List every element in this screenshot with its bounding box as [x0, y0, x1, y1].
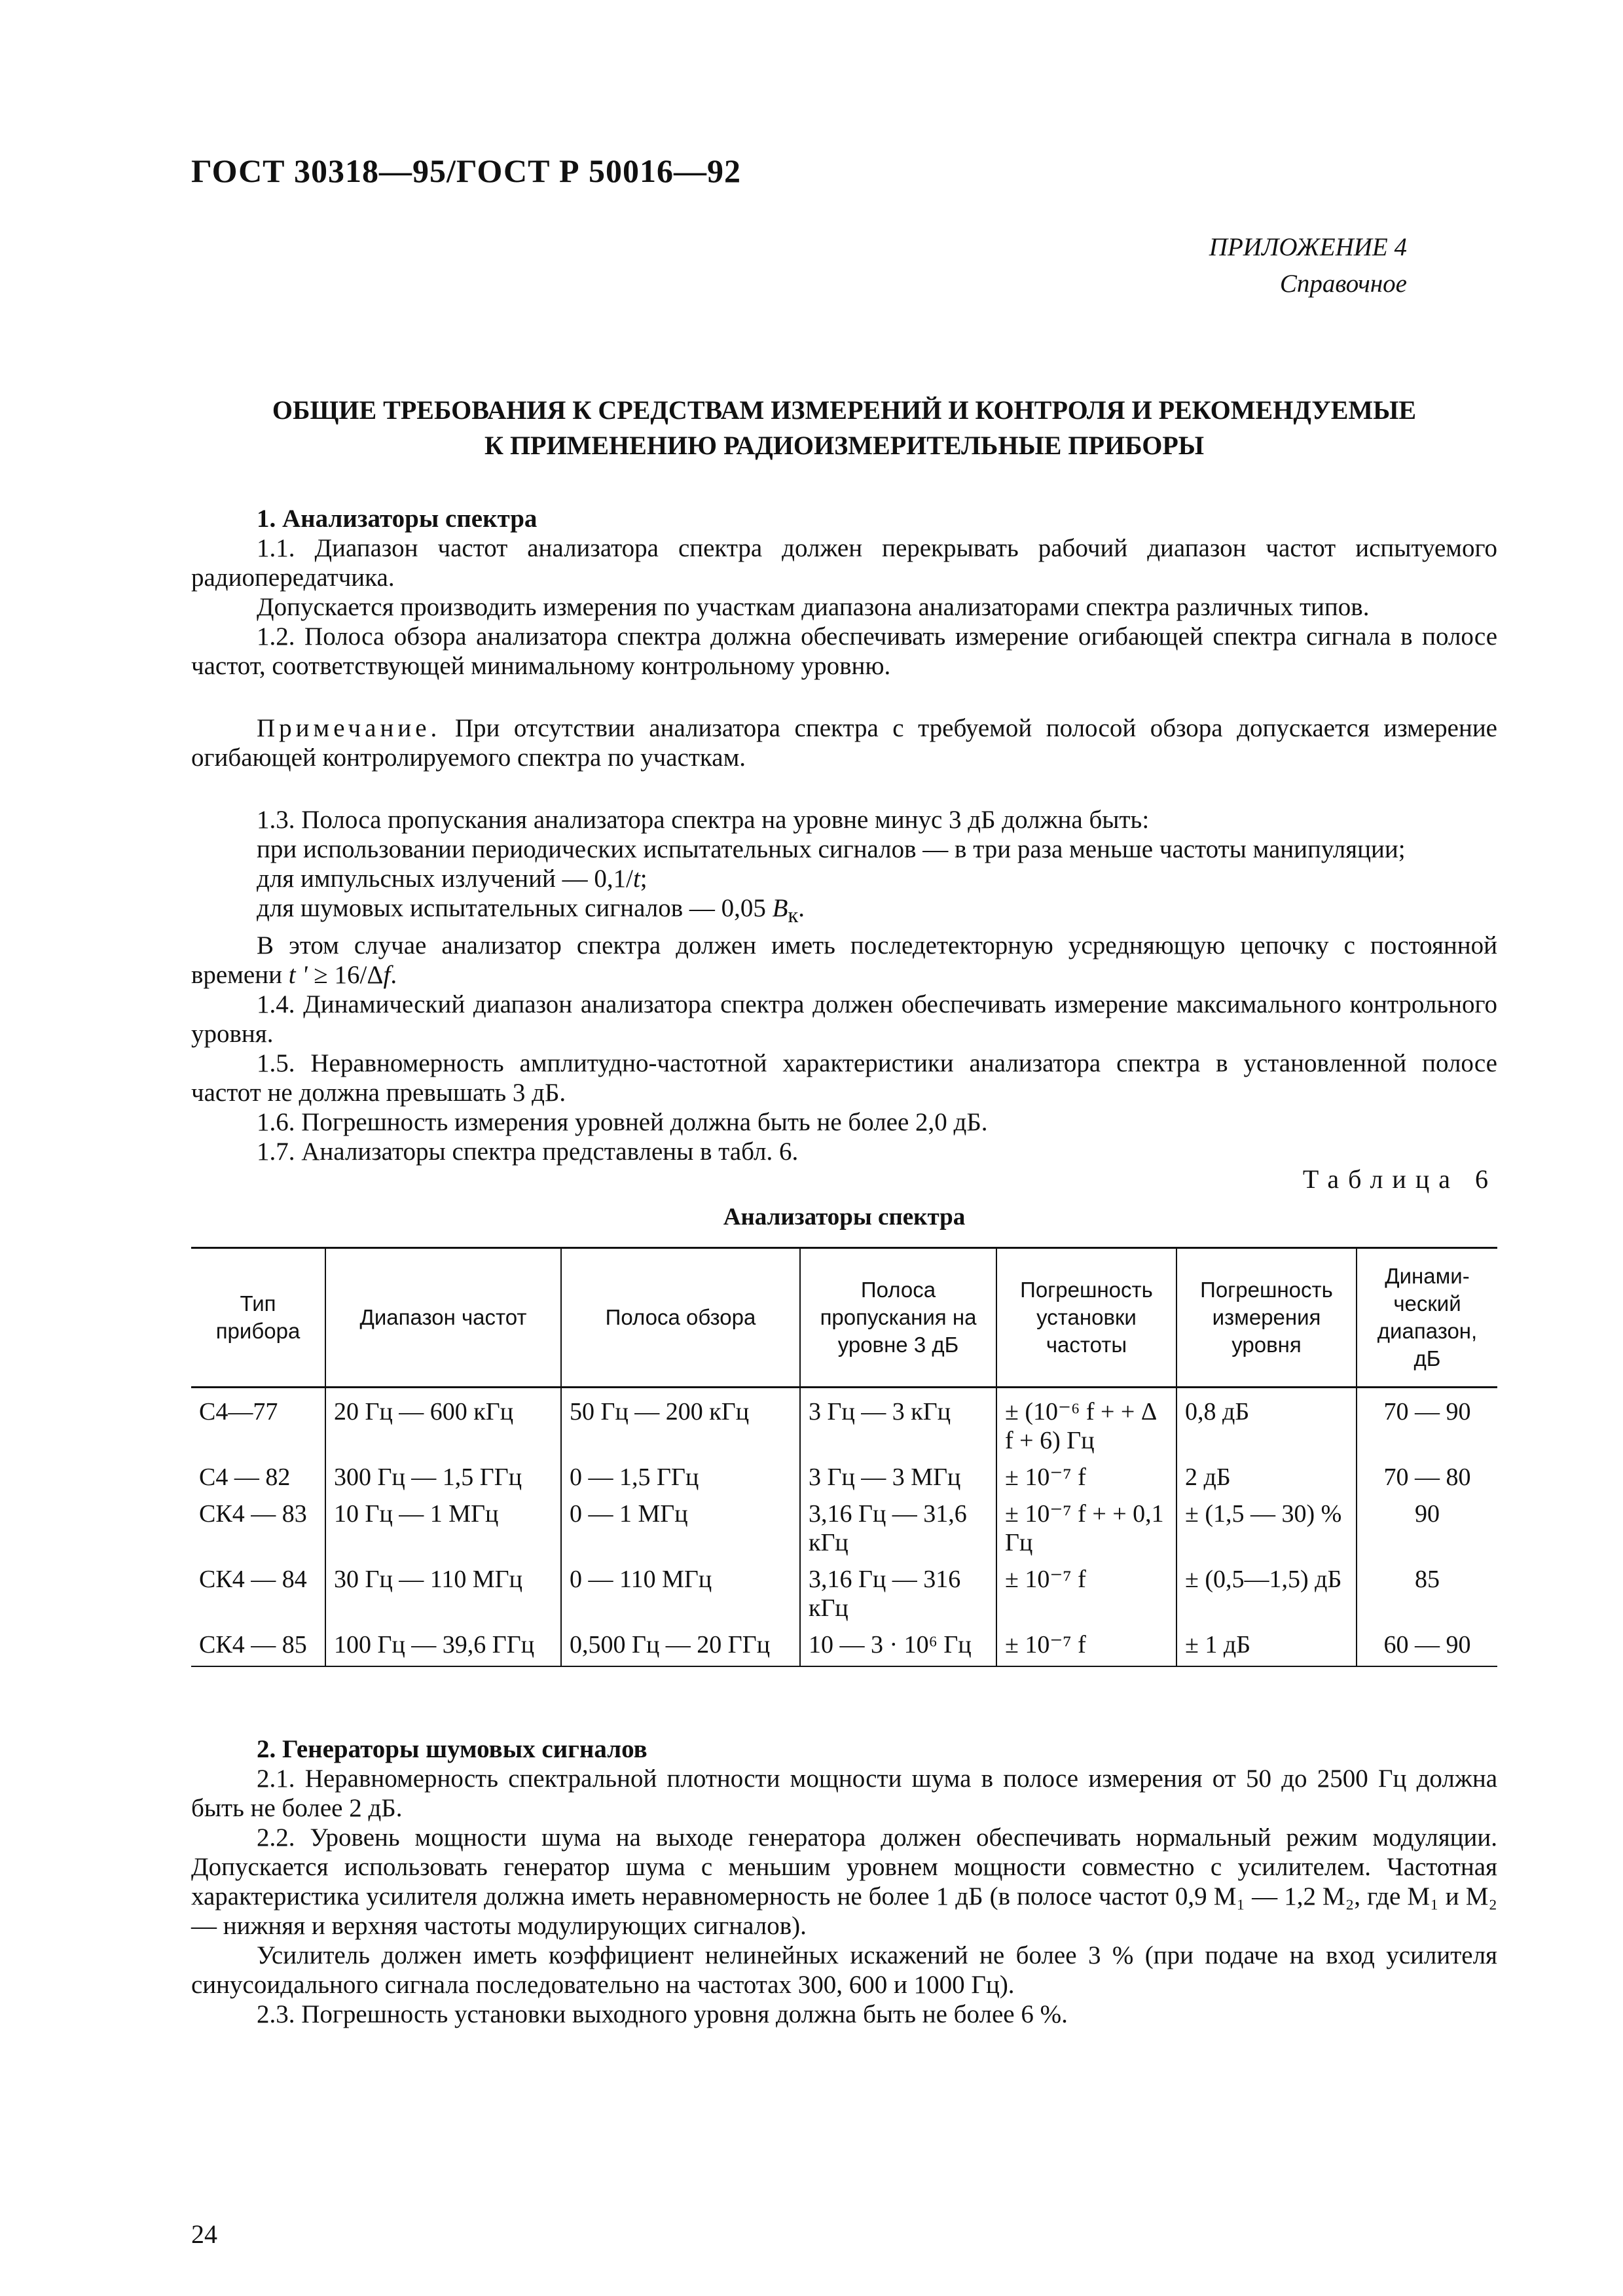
cell-frequency-error: ± (10⁻⁶ f + + Δ f + 6) Гц — [996, 1388, 1176, 1460]
clause-1-3-noise-end: . — [798, 894, 805, 922]
cell-dynamic-range: 70 — 90 — [1357, 1388, 1497, 1460]
cell-dynamic-range: 70 — 80 — [1357, 1459, 1497, 1496]
clause-2-3: 2.3. Погрешность установки выходного уровня должна быть не более 6 %. — [257, 2000, 1068, 2028]
note-text: При отсутствии анализатора спектра с требуемой полосой обзора допускается измерение огибающей контролируемого спектра по участкам. — [191, 714, 1497, 772]
annex-title-line-1: ОБЩИЕ ТРЕБОВАНИЯ К СРЕДСТВАМ ИЗМЕРЕНИЙ И КОНТРОЛЯ И РЕКОМЕНДУЕМЫЕ — [272, 395, 1417, 425]
clause-1-3-noise-text: для шумовых испытательных сигналов — 0,05 — [257, 894, 773, 922]
note-label: Примечание. — [257, 714, 441, 742]
cell-range: 10 Гц — 1 МГц — [325, 1496, 561, 1561]
clause-1-3: 1.3. Полоса пропускания анализатора спектра на уровне минус 3 дБ должна быть: — [257, 806, 1150, 834]
annex-block — [1209, 229, 1407, 302]
annex-title-line-2: К ПРИМЕНЕНИЮ РАДИОИЗМЕРИТЕЛЬНЫЕ ПРИБОРЫ — [484, 431, 1205, 460]
table-row — [191, 1561, 1497, 1626]
cell-dynamic-range: 60 — 90 — [1357, 1626, 1497, 1666]
clause-1-3-periodic: при использовании периодических испытательных сигналов — в три раза меньше частоты манипуляции; — [257, 835, 1406, 863]
cell-level-error: ± (0,5—1,5) дБ — [1176, 1561, 1357, 1626]
spectrum-analyzers-table — [191, 1247, 1497, 1667]
cell-range: 30 Гц — 110 МГц — [325, 1561, 561, 1626]
clause-1-3-pulse-end: ; — [640, 865, 647, 893]
table-header-row — [191, 1248, 1497, 1388]
annex-kind: Справочное — [1279, 270, 1407, 298]
clause-2-1: 2.1. Неравномерность спектральной плотности мощности шума в полосе измерения от 50 до 2500 Гц должна быть не более 2 дБ. — [191, 1765, 1497, 1822]
cell-span: 0 — 110 МГц — [561, 1561, 800, 1626]
cell-dynamic-range: 85 — [1357, 1561, 1497, 1626]
annex-number: ПРИЛОЖЕНИЕ 4 — [1209, 233, 1407, 261]
clause-1-6: 1.6. Погрешность измерения уровней должна быть не более 2,0 дБ. — [257, 1107, 988, 1136]
section-1-text — [191, 504, 1497, 1166]
note-paragraph — [191, 713, 1497, 772]
cell-bandwidth: 3 Гц — 3 МГц — [800, 1459, 996, 1496]
table-row — [191, 1496, 1497, 1561]
clause-1-5: 1.5. Неравномерность амплитудно-частотной характеристики анализатора спектра в установленной полосе частот не должна превышать 3 дБ. — [191, 1049, 1497, 1107]
cell-bandwidth: 3,16 Гц — 316 кГц — [800, 1561, 996, 1626]
cell-type: СК4 — 84 — [199, 1566, 307, 1593]
cell-span: 50 Гц — 200 кГц — [561, 1388, 800, 1460]
header-dynamic-range: Динами-ческий диапазон, дБ — [1357, 1248, 1497, 1388]
cell-bandwidth: 3,16 Гц — 31,6 кГц — [800, 1496, 996, 1561]
cell-span: 0 — 1,5 ГГц — [561, 1459, 800, 1496]
document-code-header: ГОСТ 30318—95/ГОСТ Р 50016—92 — [191, 152, 741, 189]
cell-type: СК4 — 83 — [199, 1500, 307, 1528]
cell-type: СК4 — 85 — [199, 1631, 307, 1659]
clause-2-2-amplifier: Усилитель должен иметь коэффициент нелинейных искажений не более 3 % (при подаче на вход усилителя синусоидального сигнала последовательно на частотах 300, 600 и 1000 Гц). — [191, 1941, 1497, 1999]
header-device-type: Тип прибора — [191, 1248, 325, 1388]
section-2-heading: 2. Генераторы шумовых сигналов — [257, 1735, 647, 1763]
cell-range: 20 Гц — 600 кГц — [325, 1388, 561, 1460]
clause-1-3-noise-sub: к — [788, 903, 799, 927]
cell-level-error: ± 1 дБ — [1176, 1626, 1357, 1666]
table-row — [191, 1626, 1497, 1666]
cell-frequency-error: ± 10⁻⁷ f — [996, 1561, 1176, 1626]
clause-2-2: 2.2. Уровень мощности шума на выходе генератора должен обеспечивать нормальный режим модуляции. Допускается использовать генератор шума с меньшим уровнем мощности совместно с усилителем. Частотная характеристика усилителя должна иметь неравномерность не более 1 дБ (в полосе частот 0,9 M₁ — 1,2 M₂, где M₁ и M₂ — нижняя и верхняя частоты модулирующих сигналов). — [191, 1823, 1497, 1940]
clause-1-4: 1.4. Динамический диапазон анализатора спектра должен обеспечивать измерение максимального контрольного уровня. — [191, 990, 1497, 1048]
section-2-text — [191, 1734, 1497, 2029]
cell-type: С4—77 — [199, 1398, 278, 1426]
header-bandwidth: Полоса пропускания на уровне 3 дБ — [800, 1248, 996, 1388]
clause-1-7: 1.7. Анализаторы спектра представлены в табл. 6. — [257, 1137, 799, 1166]
section-1-heading: 1. Анализаторы спектра — [257, 505, 538, 533]
cell-frequency-error: ± 10⁻⁷ f — [996, 1626, 1176, 1666]
cell-span: 0,500 Гц — 20 ГГц — [561, 1626, 800, 1666]
clause-1-3-tc-text: В этом случае анализатор спектра должен иметь последетекторную усредняющую цепочку с постоянной времени — [191, 931, 1497, 989]
clause-1-3-tc-var: t ' — [288, 960, 308, 989]
cell-level-error: 2 дБ — [1176, 1459, 1357, 1496]
cell-dynamic-range: 90 — [1357, 1496, 1497, 1561]
cell-level-error: 0,8 дБ — [1176, 1388, 1357, 1460]
cell-frequency-error: ± 10⁻⁷ f — [996, 1459, 1176, 1496]
clause-1-3-tc-mid: ≥ 16/Δ — [307, 960, 384, 989]
cell-frequency-error: ± 10⁻⁷ f + + 0,1 Гц — [996, 1496, 1176, 1561]
header-level-error: Погрешность измерения уровня — [1176, 1248, 1357, 1388]
clause-1-3-pulse — [191, 864, 1497, 893]
header-frequency-error: Погрешность установки частоты — [996, 1248, 1176, 1388]
cell-range: 100 Гц — 39,6 ГГц — [325, 1626, 561, 1666]
cell-bandwidth: 10 — 3 · 10⁶ Гц — [800, 1626, 996, 1666]
header-span: Полоса обзора — [561, 1248, 800, 1388]
clause-1-3-time-constant — [191, 931, 1497, 990]
cell-bandwidth: 3 Гц — 3 кГц — [800, 1388, 996, 1460]
clause-1-3-tc-var2: f — [383, 960, 391, 989]
table-number-label: Таблица 6 — [1302, 1164, 1497, 1194]
cell-span: 0 — 1 МГц — [561, 1496, 800, 1561]
page-number: 24 — [191, 2219, 217, 2249]
clause-1-1-note: Допускается производить измерения по участкам диапазона анализаторами спектра различных типов. — [257, 593, 1370, 621]
clause-1-3-pulse-var: t — [632, 865, 640, 893]
header-frequency-range: Диапазон частот — [325, 1248, 561, 1388]
table-row — [191, 1388, 1497, 1460]
table-title: Анализаторы спектра — [723, 1204, 966, 1230]
clause-1-3-pulse-text: для импульсных излучений — 0,1/ — [257, 865, 633, 893]
clause-1-3-noise-var: B — [772, 894, 788, 922]
annex-title — [191, 393, 1497, 463]
clause-1-1: 1.1. Диапазон частот анализатора спектра должен перекрывать рабочий диапазон частот испытуемого радиопередатчика. — [191, 534, 1497, 592]
cell-type: С4 — 82 — [199, 1463, 291, 1491]
cell-level-error: ± (1,5 — 30) % — [1176, 1496, 1357, 1561]
clause-1-3-tc-end: . — [390, 960, 397, 989]
clause-1-2: 1.2. Полоса обзора анализатора спектра должна обеспечивать измерение огибающей спектра сигнала в полосе частот, соответствующей минимальному контрольному уровню. — [191, 622, 1497, 680]
table-row — [191, 1459, 1497, 1496]
clause-1-3-noise — [191, 893, 1497, 931]
cell-range: 300 Гц — 1,5 ГГц — [325, 1459, 561, 1496]
